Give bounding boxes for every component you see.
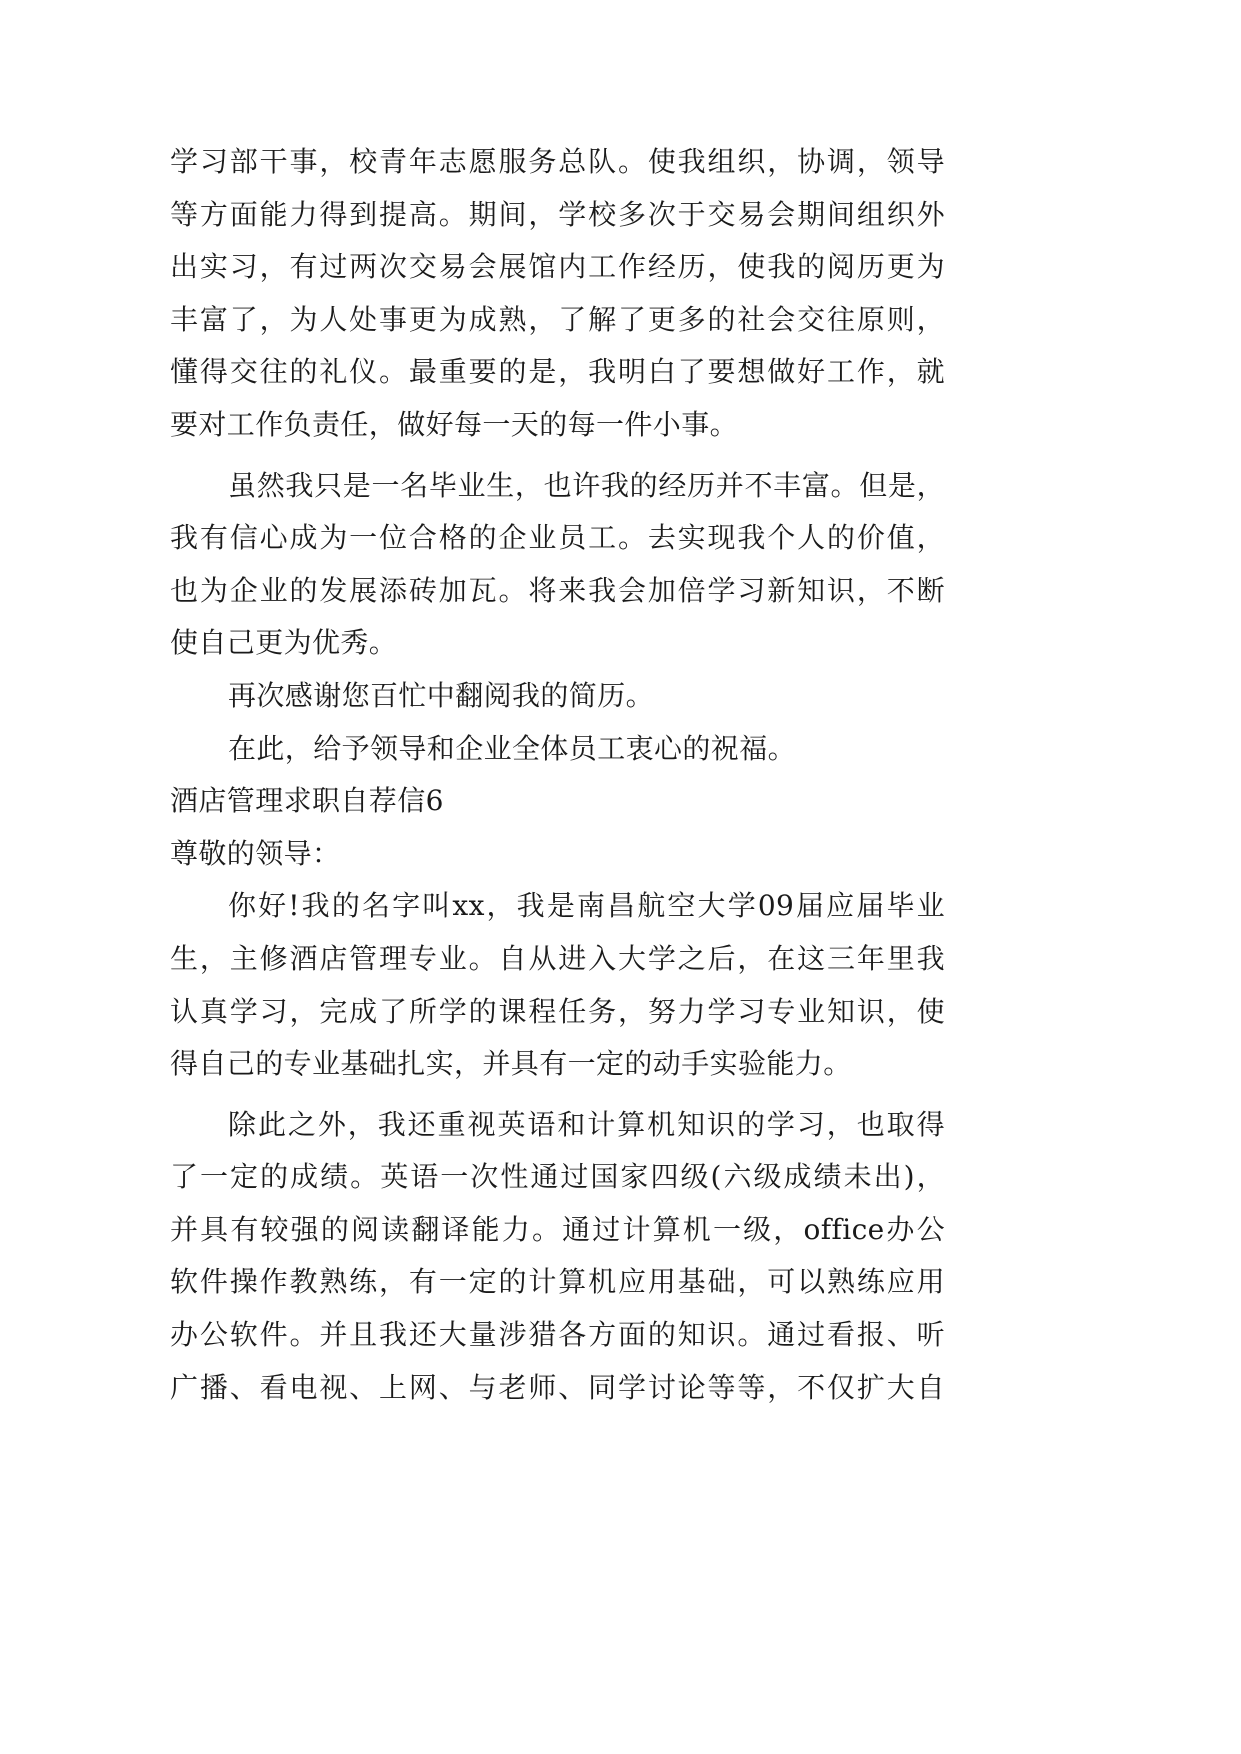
text-line: 等方面能力得到提高。期间，学校多次于交易会期间组织外 <box>170 197 945 231</box>
text-line: 软件操作教熟练，有一定的计算机应用基础，可以熟练应用 <box>170 1265 945 1299</box>
text-line: 懂得交往的礼仪。最重要的是，我明白了要想做好工作，就 <box>170 355 945 389</box>
salutation: 尊敬的领导： <box>170 836 341 870</box>
paragraph-start-line: 除此之外，我还重视英语和计算机知识的学习，也取得 <box>228 1107 945 1141</box>
document-body <box>170 136 945 1414</box>
text-line: 认真学习，完成了所学的课程任务，努力学习专业知识，使 <box>170 994 945 1028</box>
text-line: 要对工作负责任，做好每一天的每一件小事。 <box>170 407 739 441</box>
text-line: 出实习，有过两次交易会展馆内工作经历，使我的阅历更为 <box>170 250 945 284</box>
text-line: 并具有较强的阅读翻译能力。通过计算机一级，office办公 <box>170 1212 945 1246</box>
paragraph-start-line: 再次感谢您百忙中翻阅我的简历。 <box>228 678 655 712</box>
paragraph-start-line: 虽然我只是一名毕业生，也许我的经历并不丰富。但是， <box>228 468 945 502</box>
text-line: 我有信心成为一位合格的企业员工。去实现我个人的价值， <box>170 521 945 555</box>
paragraph-start-line: 你好!我的名字叫xx，我是南昌航空大学09届应届毕业 <box>228 889 945 923</box>
paragraph-start-line: 在此，给予领导和企业全体员工衷心的祝福。 <box>228 731 797 765</box>
text-line: 广播、看电视、上网、与老师、同学讨论等等，不仅扩大自 <box>170 1370 945 1404</box>
text-line: 丰富了，为人处事更为成熟，了解了更多的社会交往原则， <box>170 302 945 336</box>
text-line: 生，主修酒店管理专业。自从进入大学之后，在这三年里我 <box>170 941 945 975</box>
text-line: 办公软件。并且我还大量涉猎各方面的知识。通过看报、听 <box>170 1318 945 1352</box>
text-line: 学习部干事，校青年志愿服务总队。使我组织，协调，领导 <box>170 145 945 178</box>
text-line: 使自己更为优秀。 <box>170 626 398 660</box>
text-line: 得自己的专业基础扎实，并具有一定的动手实验能力。 <box>170 1047 852 1081</box>
text-line: 了一定的成绩。英语一次性通过国家四级(六级成绩未出)， <box>170 1160 945 1194</box>
text-line: 也为企业的发展添砖加瓦。将来我会加倍学习新知识，不断 <box>170 573 945 607</box>
section-heading: 酒店管理求职自荐信6 <box>170 784 444 818</box>
